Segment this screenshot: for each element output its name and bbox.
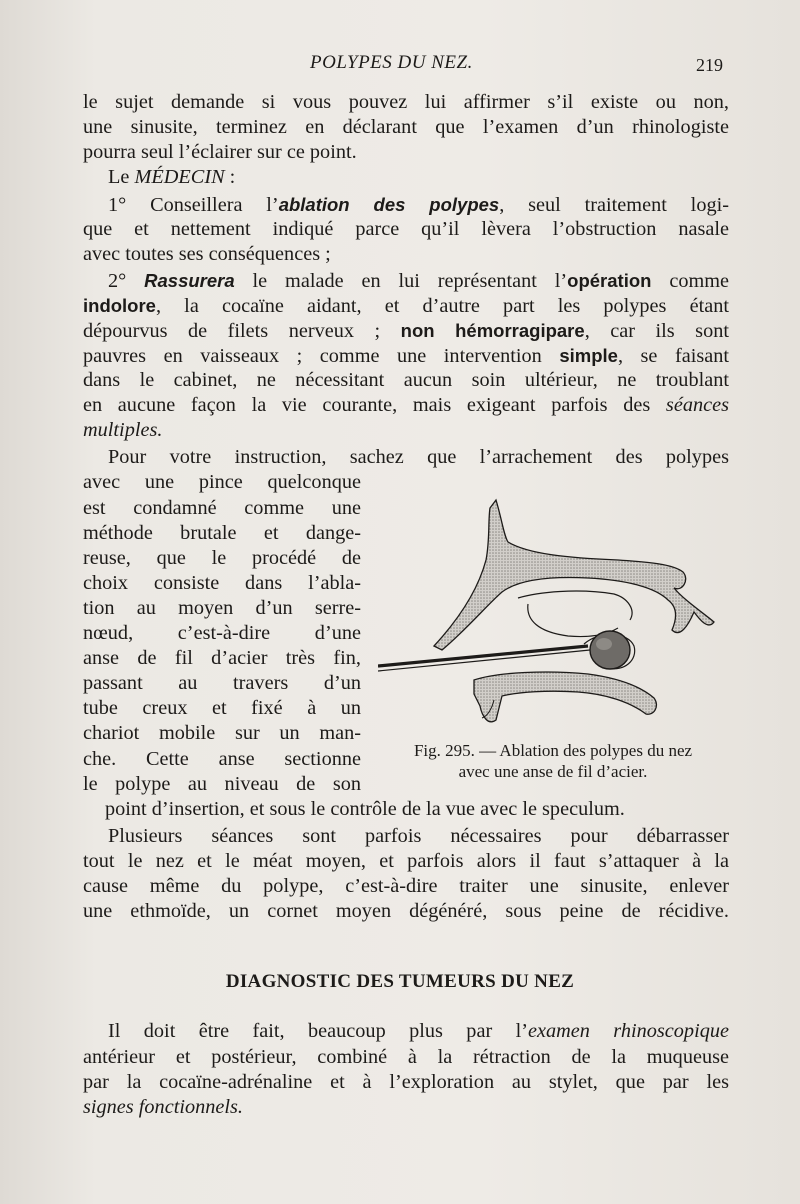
emphasis: indolore: [83, 295, 156, 316]
emphasis: ablation des polypes: [278, 194, 500, 215]
italic-text: séances: [665, 394, 729, 416]
text-line: avec toutes ses conséquences ;: [83, 243, 331, 265]
medecin-line: [83, 165, 235, 190]
text-line: que et nettement indiqué parce qu’il lèvera l’obstruction nasale: [83, 218, 729, 240]
italic-text: examen rhinoscopique: [527, 1020, 729, 1042]
text-line: tion au moyen d’un serre-: [83, 597, 361, 619]
text-line: antérieur et postérieur, combiné à la rétraction de la muqueuse: [83, 1046, 729, 1068]
text-line: tube creux et fixé à un: [83, 697, 361, 719]
text-span: le malade en lui représentant l’: [234, 270, 568, 292]
text-span: , la cocaïne aidant, et d’autre part les polypes étant: [155, 295, 729, 317]
text-line: point d’insertion, et sous le contrôle de la vue avec le speculum.: [105, 798, 625, 820]
text-line: est condamné comme une: [83, 497, 361, 519]
snare-instrument: [378, 646, 588, 666]
text-line: pourra seul l’éclairer sur ce point.: [83, 141, 357, 163]
text-span: pauvres en vaisseaux ; comme une intervention: [83, 345, 560, 367]
text-span: en aucune façon la vie courante, mais exigeant parfois des: [83, 394, 666, 416]
text-line: le sujet demande si vous pouvez lui affirmer s’il existe ou non,: [83, 91, 729, 113]
text-line: passant au travers d’un: [83, 672, 361, 694]
snare-instrument: [378, 650, 590, 671]
text-line: nœud, c’est-à-dire d’une: [83, 622, 361, 644]
running-title: POLYPES DU NEZ.: [310, 52, 473, 73]
text-line: méthode brutale et dange-: [83, 522, 361, 544]
text-line: multiples.: [83, 419, 163, 441]
item2-line: [83, 268, 729, 294]
text-line: [83, 393, 729, 418]
text-line: avec une pince quelconque: [83, 471, 361, 493]
caption-line: Fig. 295. — Ablation des polypes du nez: [413, 741, 693, 760]
text-span: :: [224, 166, 236, 188]
text-line: [83, 293, 729, 319]
text-line: chariot mobile sur un man-: [83, 722, 361, 744]
text-line: [83, 1019, 729, 1044]
text-span: Le: [108, 166, 135, 188]
text-line: cause même du polype, c’est-à-dire traiter une sinusite, enlever: [83, 875, 729, 897]
polyp: [590, 631, 630, 669]
text-line: tout le nez et le méat moyen, et parfois alors il faut s’attaquer à la: [83, 850, 729, 872]
figure-nose-polyp: [378, 480, 748, 740]
item1-line: [83, 192, 729, 218]
text-line: reuse, que le procédé de: [83, 547, 361, 569]
text-line: [83, 318, 729, 344]
text-span: Il doit être fait, beaucoup plus par l’: [108, 1020, 528, 1042]
polyp-shading: [596, 638, 612, 650]
text-line: le polype au niveau de son: [83, 773, 361, 795]
text-line: une sinusite, terminez en déclarant que l’examen d’un rhinologiste: [83, 116, 729, 138]
emphasis: opération: [567, 270, 652, 291]
running-head: [0, 52, 800, 82]
text-line: che. Cette anse sectionne: [83, 748, 361, 770]
text-line: dans le cabinet, ne nécessitant aucun soin ultérieur, ne troublant: [83, 369, 729, 391]
text-span: dépourvus de filets nerveux ;: [83, 320, 401, 342]
emphasis: simple: [559, 345, 618, 366]
figure-caption: [372, 740, 734, 782]
text-span: , se faisant: [617, 345, 730, 367]
text-line: une ethmoïde, un cornet moyen dégénéré, sous peine de récidive.: [83, 900, 729, 922]
text-span: , seul traitement logi-: [499, 194, 729, 216]
text-line: [83, 343, 729, 369]
text-span: 1° Conseillera l’: [108, 194, 279, 216]
text-line: par la cocaïne-adrénaline et à l’exploration au stylet, que par les: [83, 1071, 729, 1093]
turbinate-line: [518, 591, 632, 620]
text-line: Pour votre instruction, sachez que l’arrachement des polypes: [108, 446, 729, 468]
emphasis: non hémorragipare: [400, 320, 585, 341]
section-heading: DIAGNOSTIC DES TUMEURS DU NEZ: [225, 971, 575, 992]
text-line: signes fonctionnels.: [83, 1096, 243, 1118]
upper-nasal-tissue: [434, 500, 714, 650]
text-span: comme: [651, 270, 730, 292]
emphasis: Rassurera: [144, 270, 235, 291]
text-span: 2°: [108, 270, 145, 292]
text-line: Plusieurs séances sont parfois nécessaires pour débarrasser: [108, 825, 729, 847]
text-line: anse de fil d’acier très fin,: [83, 647, 361, 669]
medecin-word: MÉDECIN: [134, 166, 225, 188]
caption-line: avec une anse de fil d’acier.: [458, 762, 648, 781]
polyp-illustration: [378, 480, 748, 740]
text-span: , car ils sont: [584, 320, 729, 342]
page-number: 219: [696, 55, 723, 75]
palate-tissue: [474, 672, 656, 722]
text-line: choix consiste dans l’abla-: [83, 572, 361, 594]
